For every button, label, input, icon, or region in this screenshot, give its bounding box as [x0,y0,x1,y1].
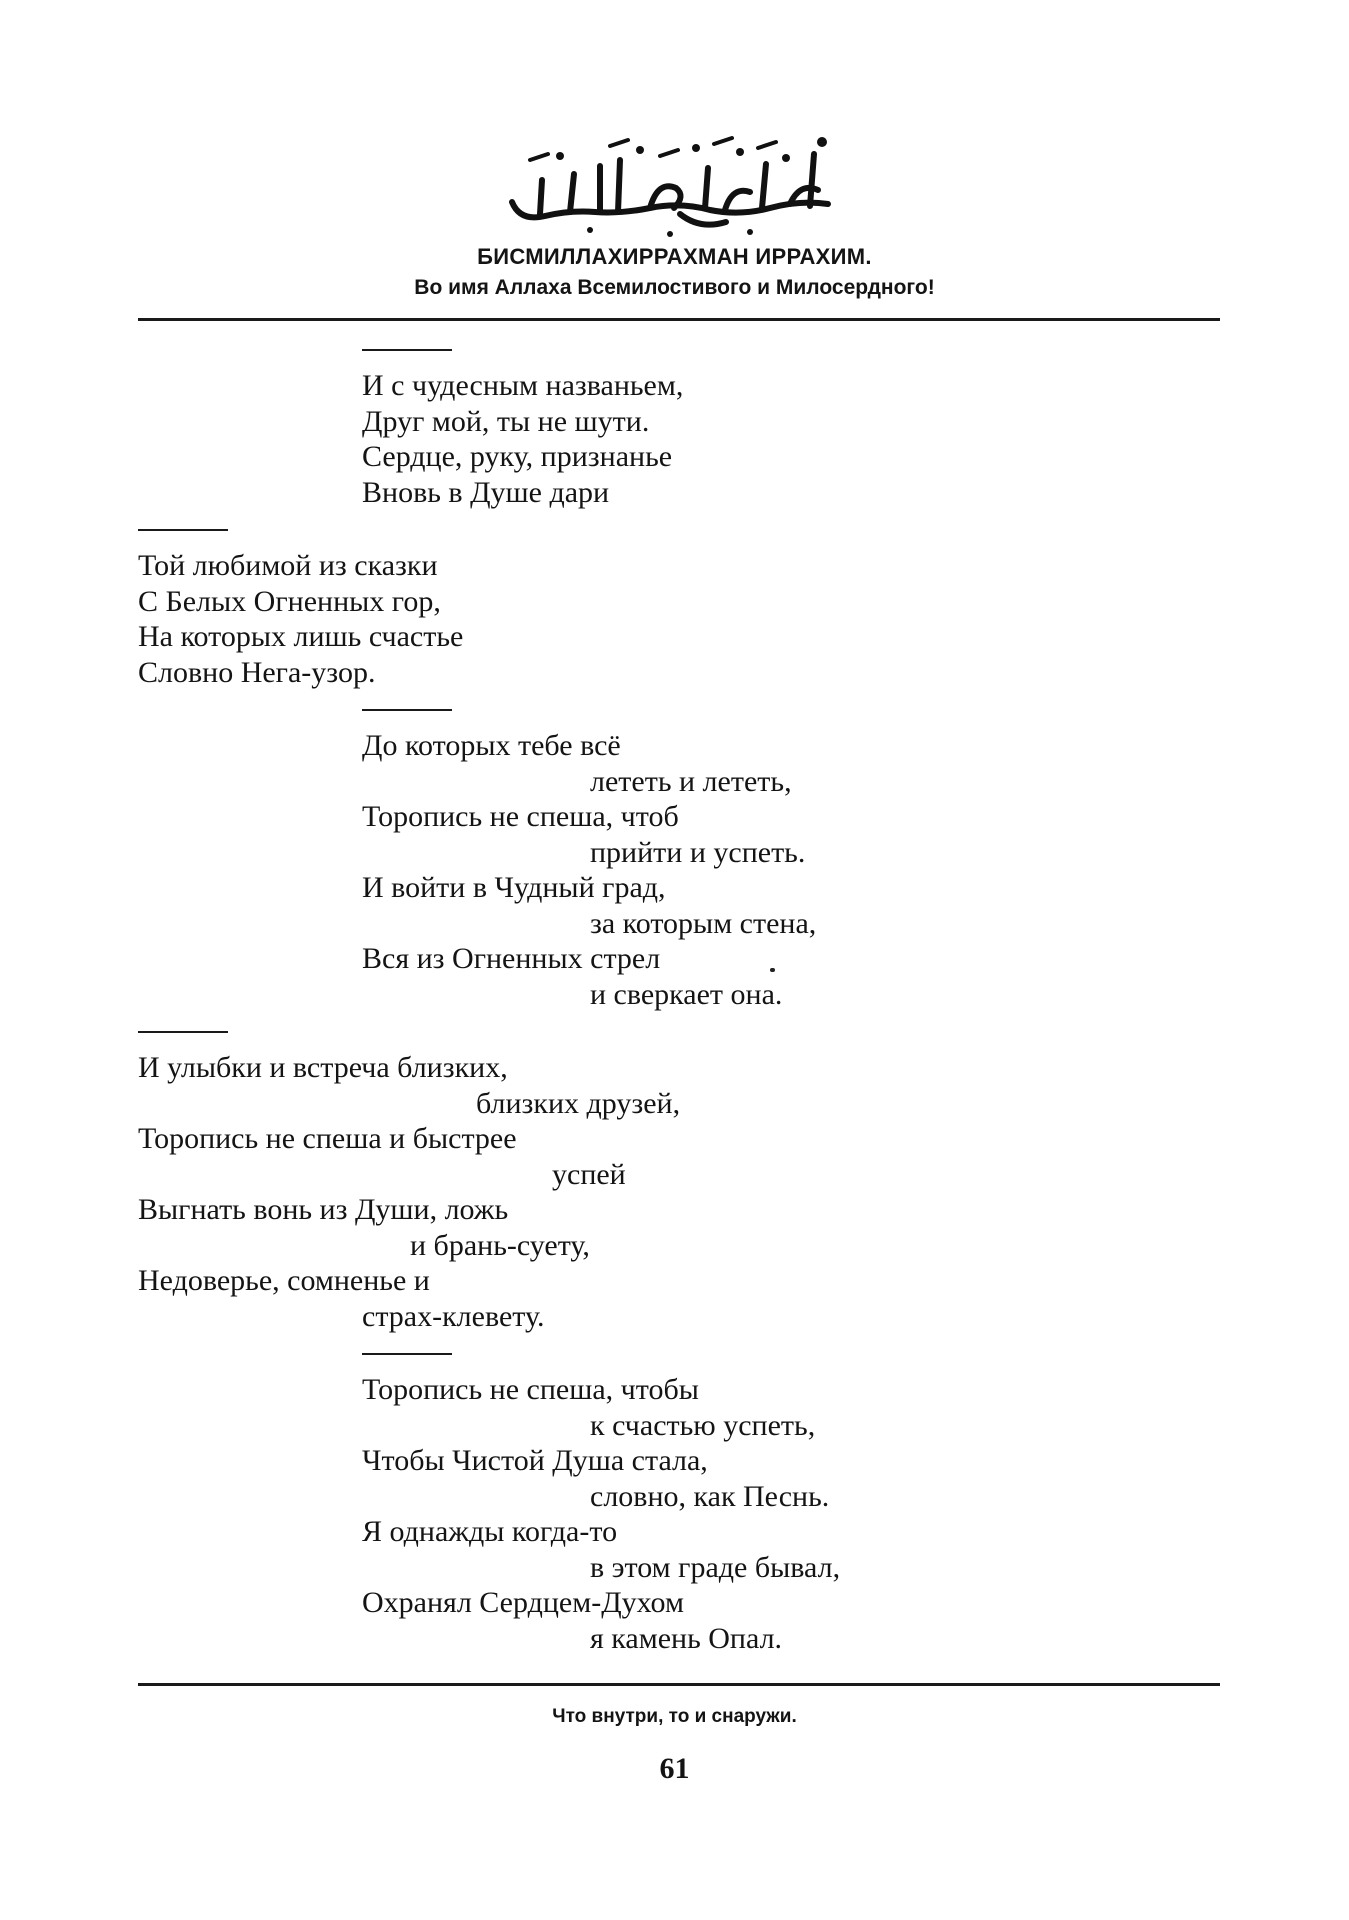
header-title: БИСМИЛЛАХИРРАХМАН ИРРАХИМ. [477,244,872,269]
poem-line: Торопись не спеша, чтоб [362,800,679,833]
stanza-divider [362,709,452,711]
poem-line: Той любимой из сказки [138,549,438,582]
poem-line: Выгнать вонь из Души, ложь [138,1193,509,1226]
poem-line: И улыбки и встреча близких, [138,1051,508,1084]
poem-line: Сердце, руку, признанье [362,440,673,473]
poem-line: словно, как Песнь. [590,1480,830,1513]
page-number: 61 [659,1752,690,1785]
bottom-rule [138,1683,1220,1686]
poem-line: лететь и лететь, [590,765,792,798]
top-rule [138,318,1220,321]
stanza-divider [138,1031,228,1033]
basmala-calligraphy [500,130,840,240]
poem-line: к счастью успеть, [590,1409,816,1442]
stanza-divider [362,349,452,351]
poem-line: Друг мой, ты не шути. [362,405,650,438]
poem-line: Вновь в Душе дари [362,476,610,509]
poem-line: Недоверье, сомненье и [138,1264,430,1297]
poem-line: прийти и успеть. [590,836,806,869]
poem-line: И войти в Чудный град, [362,871,666,904]
footer-motto: Что внутри, то и снаружи. [552,1706,797,1727]
poem-line: Торопись не спеша и быстрее [138,1122,517,1155]
poem-line: С Белых Огненных гор, [138,585,441,618]
stanza-divider [138,529,228,531]
poem-line: в этом граде бывал, [590,1551,841,1584]
print-speck [770,968,775,972]
poem-line: Торопись не спеша, чтобы [362,1373,699,1406]
header-subtitle: Во имя Аллаха Всемилостивого и Милосердного! [414,276,935,299]
poem-line: Чтобы Чистой Душа стала, [362,1444,708,1477]
stanza-divider [362,1353,452,1355]
poem-line: Словно Нега-узор. [138,656,376,689]
poem-line: До которых тебе всё [362,729,621,762]
poem-line: за которым стена, [590,907,817,940]
poem-line: страх-клевету. [362,1300,545,1333]
poem-line: Вся из Огненных стрел [362,942,661,975]
poem-line: и сверкает она. [590,978,783,1011]
poem-line: успей [552,1158,626,1191]
poem-line: На которых лишь счастье [138,620,464,653]
poem-line: близких друзей, [476,1087,681,1120]
poem-line: и брань-суету, [410,1229,590,1262]
poem-line: И с чудесным названьем, [362,369,684,402]
poem-line: Я однажды когда-то [362,1515,618,1548]
poem-line: я камень Опал. [590,1622,783,1655]
poem-line: Охранял Сердцем-Духом [362,1586,684,1619]
